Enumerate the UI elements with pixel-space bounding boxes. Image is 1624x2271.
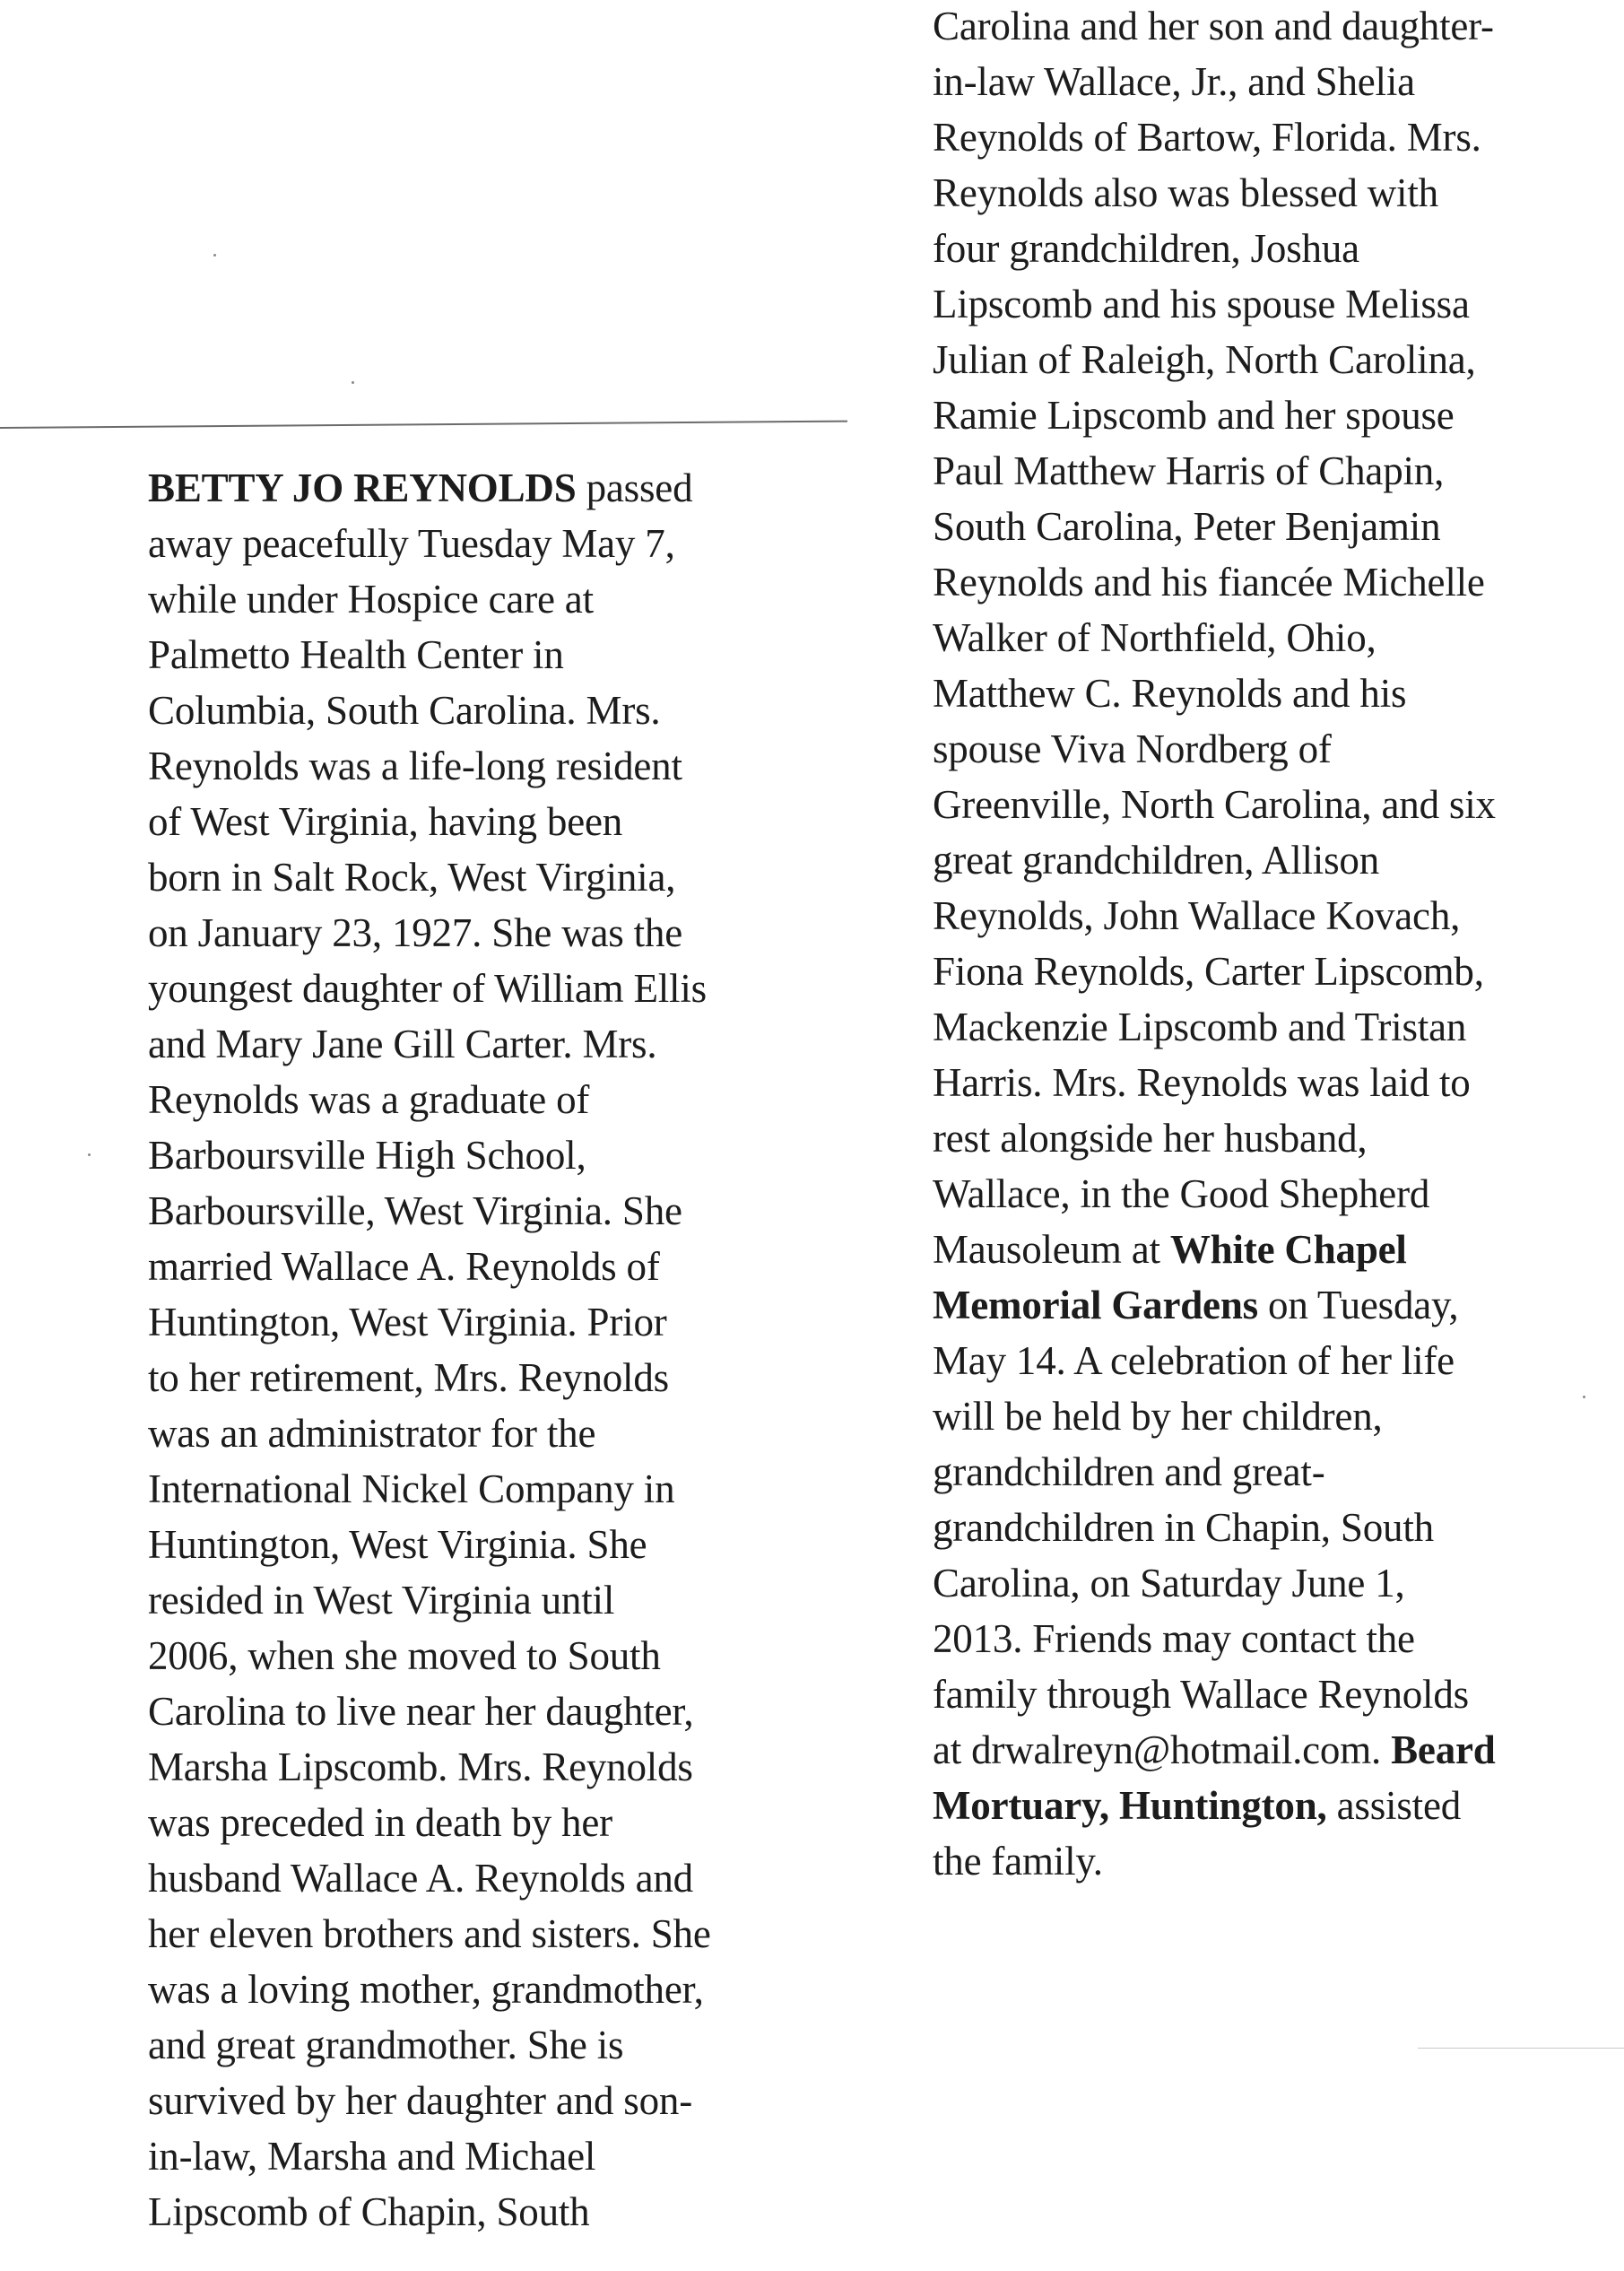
- obituary-text-line: South Carolina, Peter Benjamin: [933, 504, 1441, 549]
- contact-line: [933, 1722, 1496, 1778]
- obituary-text-line: Wallace, in the Good Shepherd: [933, 1171, 1430, 1216]
- obituary-text-line: Fiona Reynolds, Carter Lipscomb,: [933, 949, 1484, 994]
- scan-speck: [213, 254, 216, 257]
- obituary-text-line: and great grandmother. She is: [148, 2023, 624, 2067]
- closing-line: the family.: [933, 1839, 1103, 1884]
- obituary-text-line: Lipscomb of Chapin, South: [148, 2189, 590, 2234]
- obituary-text-line: Julian of Raleigh, North Carolina,: [933, 337, 1476, 382]
- obituary-text-line: Reynolds, John Wallace Kovach,: [933, 893, 1461, 938]
- obituary-text-line: Reynolds also was blessed with: [933, 170, 1438, 215]
- obituary-text-line: and Mary Jane Gill Carter. Mrs.: [148, 1022, 657, 1066]
- obituary-text-line: Harris. Mrs. Reynolds was laid to: [933, 1060, 1471, 1105]
- obituary-text-line: rest alongside her husband,: [933, 1116, 1368, 1161]
- obituary-text-line: family through Wallace Reynolds: [933, 1672, 1469, 1717]
- mortuary-line: [933, 1778, 1496, 1833]
- obituary-text-line: husband Wallace A. Reynolds and: [148, 1856, 693, 1901]
- cemetery-name: White Chapel: [1169, 1227, 1407, 1272]
- obituary-text-line: 2013. Friends may contact the: [933, 1616, 1415, 1661]
- obituary-text-line: away peacefully Tuesday May 7,: [148, 521, 675, 566]
- obituary-text-line: Reynolds and his fiancée Michelle: [933, 560, 1485, 605]
- obituary-text-line: Columbia, South Carolina. Mrs.: [148, 688, 661, 733]
- obituary-left-column: [148, 460, 711, 2240]
- obituary-text-line: 2006, when she moved to South: [148, 1633, 661, 1678]
- obituary-text-line: youngest daughter of William Ellis: [148, 966, 707, 1011]
- obituary-text-line: Greenville, North Carolina, and six: [933, 782, 1496, 827]
- obituary-text-line: survived by her daughter and son-: [148, 2078, 692, 2123]
- contact-email: at drwalreyn@hotmail.com.: [933, 1727, 1382, 1772]
- obituary-text-line: great grandchildren, Allison: [933, 838, 1380, 883]
- obituary-text-line: Barboursville High School,: [148, 1133, 586, 1178]
- obituary-text-line: Carolina and her son and daughter-: [933, 4, 1494, 48]
- obituary-text-line: Marsha Lipscomb. Mrs. Reynolds: [148, 1745, 693, 1789]
- scan-speck: [88, 1153, 91, 1156]
- scan-speck: [352, 381, 354, 384]
- obituary-text-line: married Wallace A. Reynolds of: [148, 1244, 660, 1289]
- obituary-text-line: of West Virginia, having been: [148, 799, 623, 844]
- obituary-right-column: [933, 0, 1496, 1889]
- obituary-text-line: grandchildren in Chapin, South: [933, 1505, 1434, 1550]
- opening-text: passed: [586, 466, 693, 510]
- obituary-text-line: Carolina, on Saturday June 1,: [933, 1561, 1405, 1605]
- cemetery-name-continued: Memorial Gardens: [933, 1283, 1258, 1327]
- mortuary-suffix: assisted: [1326, 1783, 1462, 1828]
- obituary-text-line: spouse Viva Nordberg of: [933, 727, 1332, 771]
- obituary-text-line: Matthew C. Reynolds and his: [933, 671, 1407, 716]
- obituary-text-line: while under Hospice care at: [148, 577, 594, 622]
- obituary-text-line: Walker of Northfield, Ohio,: [933, 615, 1376, 660]
- obituary-text-line: Ramie Lipscomb and her spouse: [933, 393, 1455, 438]
- separator-rule: [0, 421, 847, 429]
- obituary-text-line: four grandchildren, Joshua: [933, 226, 1359, 271]
- obituary-text-line: was an administrator for the: [148, 1411, 596, 1456]
- cemetery-line: [933, 1277, 1496, 1333]
- obituary-text-line: will be held by her children,: [933, 1394, 1383, 1439]
- obituary-text-line: Palmetto Health Center in: [148, 632, 564, 677]
- mortuary-name-continued: Mortuary, Huntington,: [933, 1783, 1327, 1828]
- obituary-text-line: Huntington, West Virginia. Prior: [148, 1300, 667, 1344]
- obituary-text-line: Reynolds was a graduate of: [148, 1077, 590, 1122]
- obituary-text-line: to her retirement, Mrs. Reynolds: [148, 1355, 669, 1400]
- obituary-text-line: in-law Wallace, Jr., and Shelia: [933, 59, 1415, 104]
- obituary-text-line: Reynolds of Bartow, Florida. Mrs.: [933, 115, 1481, 160]
- obituary-text-line: Carolina to live near her daughter,: [148, 1689, 694, 1734]
- obituary-text-line: Lipscomb and his spouse Melissa: [933, 282, 1470, 326]
- obituary-text-line: in-law, Marsha and Michael: [148, 2134, 596, 2179]
- mausoleum-prefix: Mausoleum at: [933, 1227, 1170, 1272]
- obituary-text-line: grandchildren and great-: [933, 1449, 1325, 1494]
- obituary-text-line: Barboursville, West Virginia. She: [148, 1188, 682, 1233]
- obituary-opening-line: [148, 460, 711, 516]
- mortuary-name: Beard: [1391, 1727, 1496, 1772]
- obituary-text-line: was a loving mother, grandmother,: [148, 1967, 704, 2012]
- scan-speck: [1583, 1396, 1585, 1398]
- separator-rule-stub: [1418, 2048, 1624, 2049]
- obituary-text-line: her eleven brothers and sisters. She: [148, 1911, 711, 1956]
- cemetery-suffix: on Tuesday,: [1257, 1283, 1459, 1327]
- obituary-text-line: born in Salt Rock, West Virginia,: [148, 855, 676, 900]
- obituary-text-line: Paul Matthew Harris of Chapin,: [933, 448, 1445, 493]
- obituary-text-line: Mackenzie Lipscomb and Tristan: [933, 1005, 1467, 1049]
- obituary-text-line: Reynolds was a life-long resident: [148, 744, 682, 788]
- mausoleum-line: [933, 1222, 1496, 1277]
- obituary-text-line: Huntington, West Virginia. She: [148, 1522, 647, 1567]
- obituary-text-line: resided in West Virginia until: [148, 1578, 615, 1623]
- decedent-name: BETTY JO REYNOLDS: [148, 466, 577, 510]
- obituary-text-line: International Nickel Company in: [148, 1466, 675, 1511]
- obituary-text-line: was preceded in death by her: [148, 1800, 612, 1845]
- obituary-text-line: on January 23, 1927. She was the: [148, 910, 683, 955]
- obituary-text-line: May 14. A celebration of her life: [933, 1338, 1455, 1383]
